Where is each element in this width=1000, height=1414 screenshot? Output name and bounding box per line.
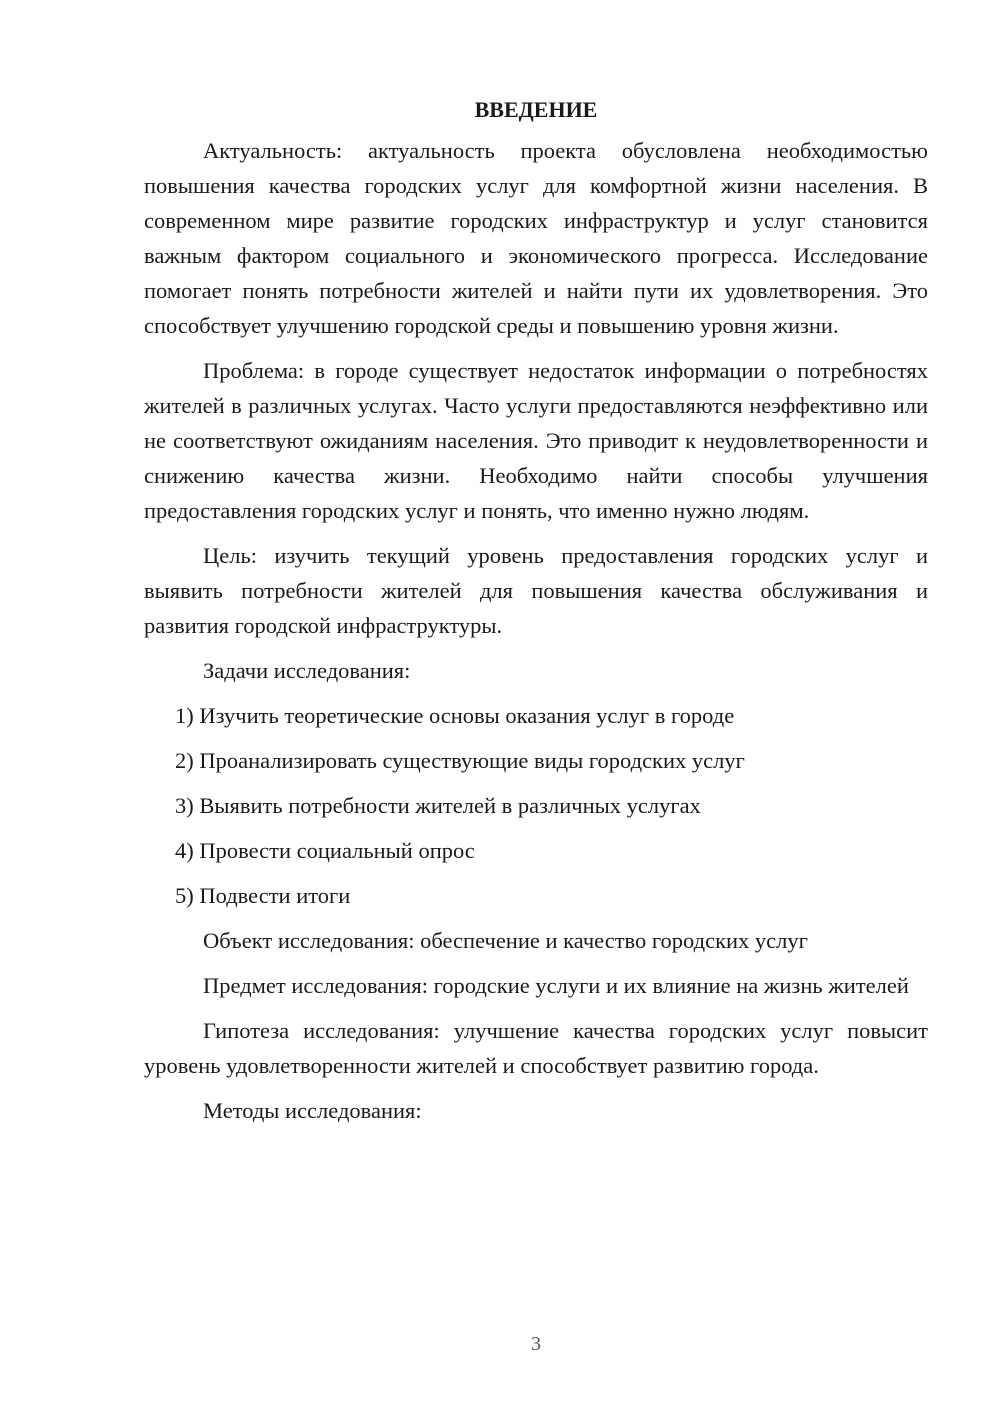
page-content [144, 92, 928, 1138]
tasks-list [144, 698, 928, 913]
problem-paragraph: Проблема: в городе существует недостаток информации о потребностях жителей в различных услугах. Часто услуги предоставляются неэффективно или не соответствуют ожиданиям населения. Это приводит к неудовлетворенности и снижению качества жизни. Необходимо найти способы улучшения предоставления городских услуг и понять, что именно нужно людям. [144, 358, 928, 523]
page-number: 3 [531, 1333, 541, 1355]
list-item: 3) Выявить потребности жителей в различных услугах [175, 793, 701, 818]
subject-paragraph: Предмет исследования: городские услуги и их влияние на жизнь жителей [203, 973, 909, 998]
section-heading: ВВЕДЕНИЕ [474, 97, 598, 122]
list-item: 4) Провести социальный опрос [175, 838, 475, 863]
object-paragraph: Объект исследования: обеспечение и качество городских услуг [203, 928, 808, 953]
list-item: 5) Подвести итоги [175, 883, 351, 908]
list-item: 2) Проанализировать существующие виды городских услуг [175, 748, 745, 773]
methods-title: Методы исследования: [203, 1098, 422, 1123]
tasks-title: Задачи исследования: [203, 658, 411, 683]
relevance-paragraph: Актуальность: актуальность проекта обусловлена необходимостью повышения качества городских услуг для комфортной жизни населения. В современном мире развитие городских инфраструктур и услуг становится важным фактором социального и экономического прогресса. Исследование помогает понять потребности жителей и найти пути их удовлетворения. Это способствует улучшению городской среды и повышению уровня жизни. [144, 138, 928, 338]
list-item: 1) Изучить теоретические основы оказания услуг в городе [175, 703, 735, 728]
goal-paragraph: Цель: изучить текущий уровень предоставления городских услуг и выявить потребности жителей для повышения качества обслуживания и развития городской инфраструктуры. [144, 543, 928, 638]
hypothesis-paragraph: Гипотеза исследования: улучшение качества городских услуг повысит уровень удовлетворенности жителей и способствует развитию города. [144, 1018, 928, 1078]
